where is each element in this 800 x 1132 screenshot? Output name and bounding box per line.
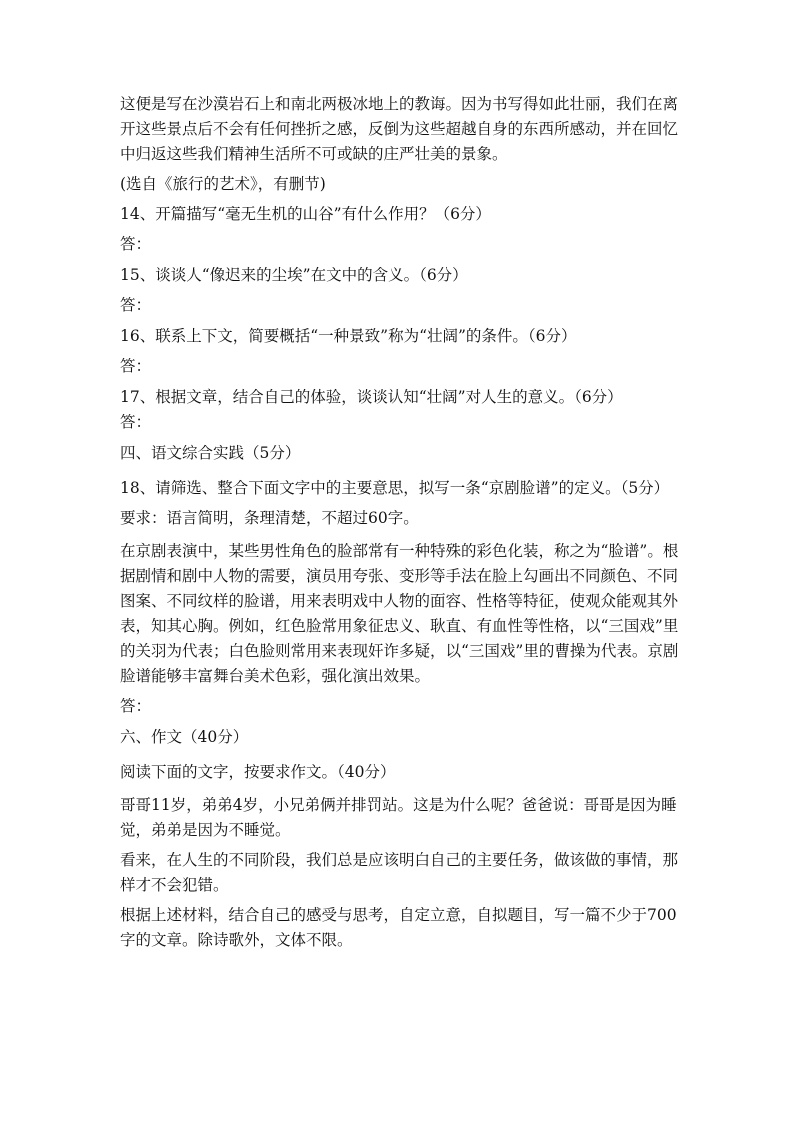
answer-label-18: 答：	[120, 697, 152, 715]
requirement-text: 要求：语言简明，条理清楚，不超过60字。	[120, 509, 419, 527]
question-16: 16、联系上下文，简要概括“一种景致”称为“壮阔”的条件。（6分）	[120, 327, 577, 345]
answer-label-15: 答：	[120, 296, 152, 314]
lianpu-passage: 在京剧表演中，某些男性角色的脸部常有一种特殊的彩色化装，称之为“脸谱”。根据剧情和剧中人物的需要，演员用夸张、变形等手法在脸上勾画出不同颜色、不同图案、不同纹样的脸谱，用来表明戏中人物的面容、性格等特征，使观众能观其外表，知其心胸。例如，红色脸常用象征忠义、耿直、有血性等性格，以“三国戏”里的关羽为代表；白色脸则常用来表现奸诈多疑，以“三国戏”里的曹操为代表。京剧脸谱能够丰富舞台美术色彩，强化演出效果。	[120, 542, 679, 685]
exam-page	[120, 92, 685, 958]
question-18: 18、请筛选、整合下面文字中的主要意思，拟写一条“京剧脸谱”的定义。（5分）	[120, 479, 670, 497]
essay-material-1: 哥哥11岁，弟弟4岁，小兄弟俩并排罚站。这是为什么呢？爸爸说：哥哥是因为睡觉，弟弟是因为不睡觉。	[120, 796, 677, 839]
answer-label-16: 答：	[120, 357, 152, 375]
essay-material-2: 看来，在人生的不同阶段，我们总是应该明白自己的主要任务，做该做的事情，那样才不会犯错。	[120, 851, 679, 894]
essay-task: 根据上述材料，结合自己的感受与思考，自定立意，自拟题目，写一篇不少于700字的文章。除诗歌外，文体不限。	[120, 906, 677, 949]
question-17: 17、根据文章，结合自己的体验，谈谈认知“壮阔”对人生的意义。（6分）	[120, 388, 623, 406]
intro-paragraph: 这便是写在沙漠岩石上和南北两极冰地上的教诲。因为书写得如此壮丽，我们在离开这些景点后不会有任何挫折之感，反倒为这些超越自身的东西所感动，并在回忆中归返这些我们精神生活所不可或缺的庄严壮美的景象。	[120, 95, 679, 163]
section-4-heading: 四、语文综合实践（5分）	[120, 444, 301, 462]
section-6-heading: 六、作文（40分）	[120, 728, 249, 746]
source-note: (选自《旅行的艺术》，有删节)	[120, 175, 326, 193]
question-15: 15、谈谈人“像迟来的尘埃”在文中的含义。（6分）	[120, 266, 468, 284]
answer-label-17: 答：	[120, 413, 152, 431]
essay-instruction: 阅读下面的文字，按要求作文。（40分）	[120, 763, 396, 781]
answer-label-14: 答：	[120, 235, 152, 253]
question-14: 14、开篇描写“毫无生机的山谷”有什么作用？（6分）	[120, 205, 491, 223]
